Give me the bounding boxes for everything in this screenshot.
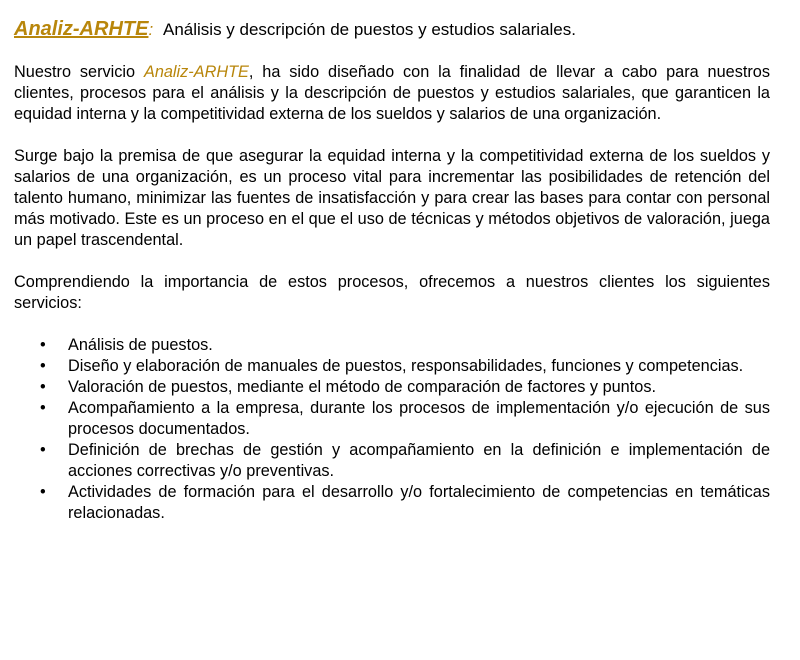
service-text: Acompañamiento a la empresa, durante los procesos de implementación y/o ejecución de sus procesos documentados. (68, 399, 770, 438)
bullet-icon: • (40, 336, 46, 354)
premise-paragraph: Surge bajo la premisa de que asegurar la equidad interna y la competitividad externa de los sueldos y salarios de una organización, es un proceso vital para incrementar las posibilidades de retención del talento humano, minimizar las fuentes de insatisfacción y para crear las bases para contar con personal más motivado. Este es un proceso en el que el uso de técnicas y métodos objetivos de valoración, juega un papel trascendental. (14, 147, 770, 249)
service-text: Definición de brechas de gestión y acompañamiento en la definición e implementación de acciones correctivas y/o preventivas. (68, 441, 770, 480)
list-item (14, 482, 770, 524)
list-item (14, 356, 770, 377)
list-item (14, 440, 770, 482)
heading-subtitle: Análisis y descripción de puestos y estudios salariales. (162, 20, 576, 39)
brand-title: Analiz-ARHTE (14, 18, 149, 40)
brand-colon: : (148, 20, 154, 39)
intro-text-after: , ha sido diseñado con la finalidad de llevar a cabo para nuestros clientes, procesos para el análisis y la descripción de puestos y estudios salariales, que garanticen la equidad interna y la competitividad externa de los sueldos y salarios de una organización. (14, 63, 770, 123)
services-list (14, 335, 770, 524)
service-text: Actividades de formación para el desarrollo y/o fortalecimiento de competencias en temáticas relacionadas. (68, 483, 770, 522)
bullet-icon: • (40, 378, 46, 396)
intro-brand-name: Analiz-ARHTE (143, 63, 249, 81)
intro-paragraph (14, 62, 770, 125)
intro-text-before: Nuestro servicio (14, 63, 144, 81)
list-item (14, 335, 770, 356)
service-text: Diseño y elaboración de manuales de puestos, responsabilidades, funciones y competencias. (68, 357, 744, 375)
document-heading (14, 17, 770, 42)
bullet-icon: • (40, 399, 46, 417)
list-item (14, 377, 770, 398)
service-text: Valoración de puestos, mediante el método de comparación de factores y puntos. (68, 378, 656, 396)
bullet-icon: • (40, 483, 46, 501)
service-text: Análisis de puestos. (68, 336, 213, 354)
list-item (14, 398, 770, 440)
bullet-icon: • (40, 357, 46, 375)
services-intro-paragraph: Comprendiendo la importancia de estos procesos, ofrecemos a nuestros clientes los siguientes servicios: (14, 273, 770, 312)
bullet-icon: • (40, 441, 46, 459)
